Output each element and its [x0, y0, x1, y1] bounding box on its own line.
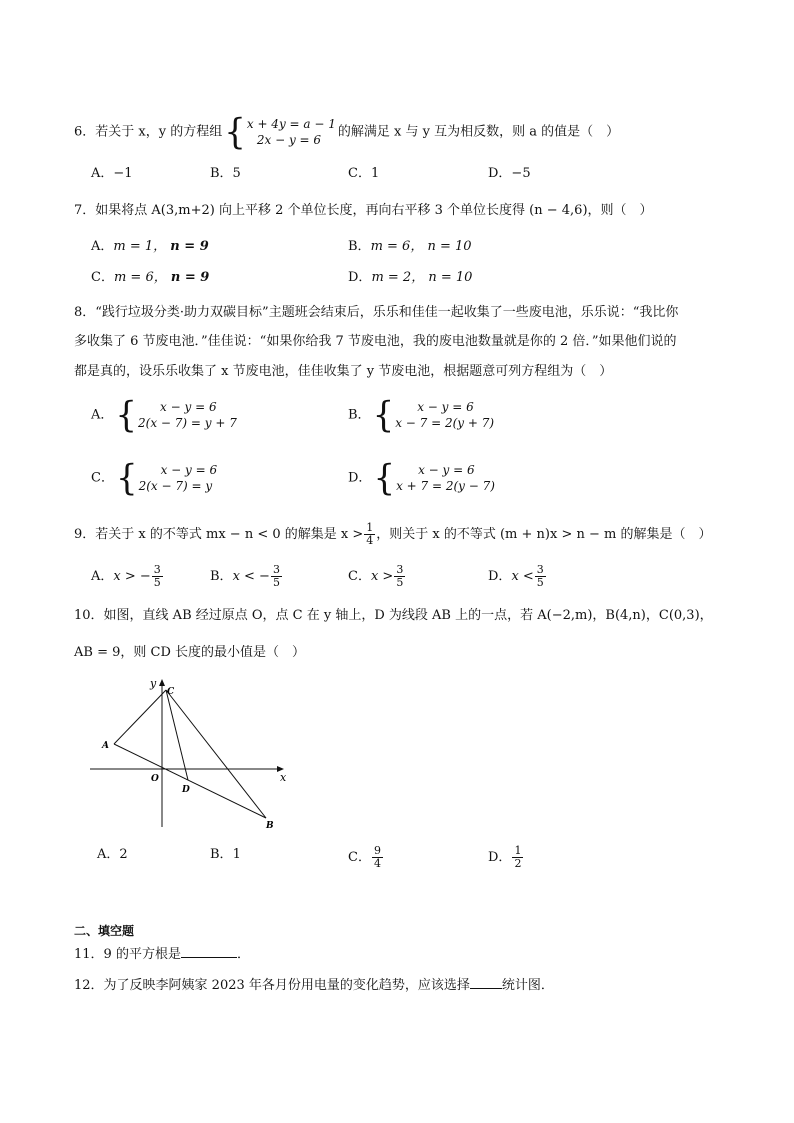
brace-icon: { [224, 111, 246, 153]
brace-icon: { [372, 394, 395, 436]
fraction-numerator: 3 [272, 563, 280, 576]
q11-answer-blank[interactable] [181, 945, 237, 958]
fraction-denominator: 4 [366, 534, 374, 547]
option-letter: B． [210, 847, 233, 862]
q11-period: ． [236, 947, 250, 962]
q6-stem [74, 111, 620, 153]
y-axis-arrow-icon [159, 679, 165, 686]
q8-option-a[interactable] [91, 394, 239, 436]
option-m: m = 1， [113, 239, 167, 254]
fraction-numerator: 1 [366, 521, 374, 534]
q8-line3: 都是真的，设乐乐收集了 x 节废电池，佳佳收集了 y 节废电池，根据题意可列方程组为（ ） [74, 364, 613, 379]
option-value: 1 [232, 847, 241, 862]
option-relation: x > [370, 569, 394, 584]
fraction-numerator: 9 [373, 844, 381, 857]
segment-ab [114, 744, 266, 818]
option-relation: x < − [232, 569, 270, 584]
q6-suffix: 的解满足 x 与 y 互为相反数，则 a 的值是（ ） [337, 124, 620, 140]
label-y: y [150, 677, 157, 690]
segment-ac [114, 690, 166, 744]
option-m: m = 6， [113, 270, 167, 285]
q7-option-d[interactable] [348, 268, 472, 288]
option-letter: B． [348, 239, 371, 254]
q10-option-b[interactable] [210, 845, 241, 865]
option-eq1: x − y = 6 [160, 463, 218, 477]
section-title-fill-in: 二、填空题 [74, 924, 135, 938]
q11 [74, 945, 250, 965]
option-n: n = 10 [427, 239, 472, 254]
q10-figure [78, 673, 308, 833]
option-n: n = 10 [428, 270, 473, 285]
option-letter: C． [348, 850, 371, 865]
q9-part1: 9．若关于 x 的不等式 mx − n < 0 的解集是 x > [74, 527, 364, 542]
fraction-denominator: 5 [153, 576, 161, 589]
option-eq2: 2(x − 7) = y [138, 479, 213, 493]
q10-option-a[interactable] [97, 845, 128, 865]
q11-text: 11．9 的平方根是 [74, 947, 181, 962]
q8-line2: 多收集了 6 节废电池．”佳佳说：“如果你给我 7 节废电池，我的废电池数量就是你的 2 倍．”如果他们说的 [74, 334, 677, 349]
brace-icon: { [115, 394, 138, 436]
fraction-denominator: 4 [373, 857, 381, 870]
option-eq1: x − y = 6 [160, 400, 217, 414]
q10-option-c[interactable] [348, 845, 384, 870]
brace-icon: { [115, 457, 138, 499]
option-eq2: x + 7 = 2(y − 7) [396, 479, 495, 493]
q10-line1: 10．如图，直线 AB 经过原点 O，点 C 在 y 轴上，D 为线段 AB 上的一点，若 A(−2,m)，B(4,n)，C(0,3)， [74, 608, 713, 623]
option-letter: C． [348, 569, 371, 584]
fraction-denominator: 5 [272, 576, 280, 589]
q6-prefix: 6．若关于 x，y 的方程组 [74, 124, 223, 140]
q12-text: 12．为了反映李阿姨家 2023 年各月份用电量的变化趋势，应该选择 [74, 978, 470, 993]
option-value: 2 [119, 847, 128, 862]
option-m: m = 2， [371, 270, 425, 285]
segment-bc [166, 690, 266, 818]
option-letter: C． [91, 270, 114, 285]
option-letter: D． [488, 569, 512, 584]
option-letter: D． [348, 270, 372, 285]
option-eq1: x − y = 6 [417, 400, 474, 414]
q8-option-d[interactable] [348, 457, 497, 499]
option-letter: C． [91, 470, 114, 486]
q12 [74, 976, 554, 996]
fraction-numerator: 1 [514, 844, 522, 857]
option-letter: A． [91, 239, 114, 254]
option-eq2: 2(x − 7) = y + 7 [138, 416, 237, 430]
q7-option-b[interactable] [348, 237, 472, 257]
q8-option-c[interactable] [91, 457, 219, 499]
fraction-denominator: 5 [536, 576, 544, 589]
option-relation: x < [511, 569, 534, 584]
option-n: n = 9 [170, 239, 209, 254]
option-letter: A． [91, 569, 114, 584]
q12-answer-blank[interactable] [470, 976, 502, 989]
label-b: B [266, 821, 274, 831]
q10-line2: AB = 9，则 CD 长度的最小值是（ ） [74, 645, 306, 660]
q9-part2: ，则关于 x 的不等式 (m + n)x > n − m 的解集是（ ） [376, 527, 712, 542]
q8-option-b[interactable] [348, 394, 496, 436]
q7-stem: 7．如果将点 A(3,m+2) 向上平移 2 个单位长度，再向右平移 3 个单位长度得 (n − 4,6)，则（ ） [74, 203, 653, 218]
brace-icon: { [373, 457, 396, 499]
option-letter: B． [210, 569, 233, 584]
label-x: x [280, 771, 287, 784]
option-eq1: x − y = 6 [418, 463, 475, 477]
q6-eq1: x + 4y = a − 1 [246, 117, 336, 131]
q9-option-b[interactable] [210, 564, 283, 589]
q6-option-c[interactable]: C．1 [348, 166, 380, 181]
fraction-numerator: 3 [536, 563, 544, 576]
q7-option-a[interactable] [91, 237, 209, 257]
fraction-numerator: 3 [153, 563, 161, 576]
fraction-numerator: 3 [396, 563, 404, 576]
q9-option-a[interactable] [91, 564, 164, 589]
label-o: O [151, 774, 159, 784]
q10-option-d[interactable] [488, 845, 524, 870]
option-letter: A． [91, 407, 114, 423]
option-letter: D． [488, 850, 512, 865]
option-letter: B． [348, 407, 371, 423]
label-a: A [102, 741, 109, 751]
label-d: D [182, 785, 190, 795]
option-relation: x > − [113, 569, 151, 584]
q6-eq2: 2x − y = 6 [256, 133, 322, 147]
q6-option-b-visible[interactable]: B．5 [210, 166, 241, 181]
q9-option-c[interactable] [348, 564, 406, 589]
q9-stem [74, 522, 711, 547]
q9-option-d[interactable] [488, 564, 547, 589]
q6-system [224, 111, 336, 153]
option-eq2: x − 7 = 2(y + 7) [395, 416, 495, 430]
fraction-denominator: 2 [514, 857, 522, 870]
q9-fraction [364, 522, 375, 547]
option-n: n = 9 [170, 270, 210, 285]
label-c: C [167, 687, 175, 697]
q12-text-end: 统计图． [501, 978, 554, 993]
fraction-denominator: 5 [396, 576, 404, 589]
q6-option-a[interactable]: A．−1 [91, 166, 133, 181]
q7-option-c[interactable] [91, 268, 209, 288]
q8-line1: 8．“践行垃圾分类·助力双碳目标”主题班会结束后，乐乐和佳佳一起收集了一些废电池，乐乐说：“我比你 [74, 305, 679, 320]
option-letter: A． [97, 847, 120, 862]
option-letter: D． [348, 470, 372, 486]
q6-option-d[interactable]: D．−5 [488, 166, 531, 181]
option-m: m = 6， [370, 239, 424, 254]
